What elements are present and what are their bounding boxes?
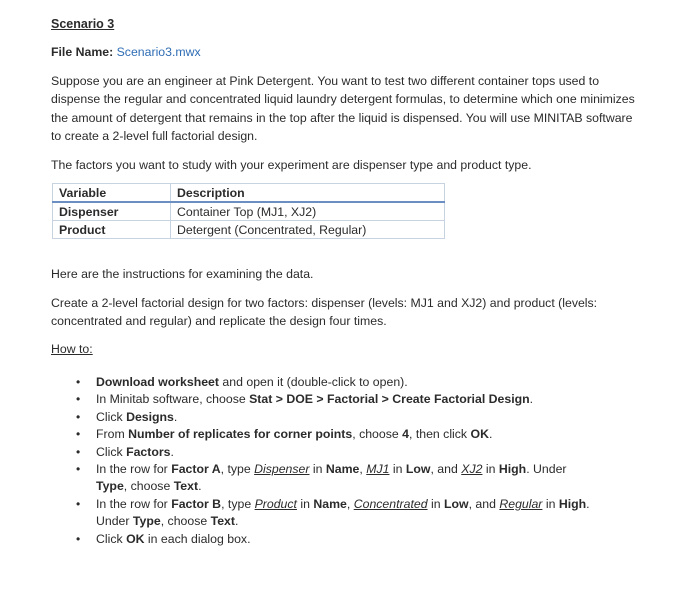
ok-term: OK [126,531,145,546]
step-text: . [235,514,239,529]
step-text: , type [221,496,255,511]
text-term: Text [210,514,235,529]
bullet-icon: • [76,462,81,477]
how-to-heading: How to: [51,342,93,356]
typed-value: Concentrated [353,496,428,511]
bullet-icon: • [76,427,81,442]
step-text: From [96,427,129,442]
step-text: , and [468,496,500,511]
step-text: In the row for [96,496,172,511]
step-text: . [173,409,178,424]
step-text: In Minitab software, choose [96,392,250,407]
typed-value: Dispenser [254,462,310,477]
list-item [51,391,591,408]
typed-value: XJ2 [461,462,483,477]
cell-description: Detergent (Concentrated, Regular) [171,221,445,239]
list-item [51,426,591,443]
step-text: , [346,496,354,511]
create-design-paragraph: Create a 2-level factorial design for two factors: dispenser (levels: MJ1 and XJ2) and product (levels: concentrated and regular) and replicate the design four times. [51,296,598,329]
step-text: in [482,462,499,477]
step-text: Click [96,409,127,424]
type-term: Type [96,479,124,494]
file-name-label: File Name: [51,45,114,59]
download-worksheet-link[interactable]: Download worksheet [96,375,219,389]
typed-value: Product [254,496,297,511]
step-text: , and [430,462,462,477]
instructions-intro: Here are the instructions for examining the data. [51,267,314,281]
name-term: Name [313,496,347,511]
factor-a-term: Factor A [171,462,221,477]
intro-paragraph: Suppose you are an engineer at Pink Detergent. You want to test two different container tops used to dispense the regular and concentrated liquid laundry detergent formulas, to determine which one minimizes the amount of detergent that remains in the top after the liquid is dispensed. You will use MINITAB software to create a 2-level full factorial design. [51,74,635,144]
step-text: in each dialog box. [144,531,251,546]
replicates-value: 4 [402,427,409,442]
designs-term: Designs [126,409,174,424]
cell-description: Container Top (MJ1, XJ2) [171,202,445,221]
high-term: High [498,462,527,477]
list-item [51,496,591,531]
step-text: in [389,462,406,477]
step-text: , type [220,462,255,477]
bullet-icon: • [76,444,81,459]
high-term: High [558,496,587,511]
step-text: in [309,462,326,477]
step-text: . [170,444,174,459]
header-variable: Variable [53,184,171,203]
bullet-icon: • [76,531,81,546]
factor-b-term: Factor B [171,496,222,511]
step-text: , then click [408,427,471,442]
bullet-icon: • [76,375,81,389]
cell-variable: Product [53,221,171,239]
bullet-icon: • [76,409,81,424]
name-term: Name [325,462,360,477]
table-row [53,202,445,221]
step-text: . Under [96,496,590,529]
cell-variable: Dispenser [53,202,171,221]
text-term: Text [173,479,199,494]
ok-term: OK [470,427,489,442]
step-text: In the row for [96,462,172,477]
file-name-link[interactable]: Scenario3.mwx [116,45,201,59]
step-text: , choose [123,479,174,494]
list-item [51,409,591,426]
step-text: , [359,462,367,477]
factors-term: Factors [126,444,171,459]
list-item [51,461,591,496]
step-text: , choose [352,427,403,442]
table-header-row [53,184,445,203]
header-description: Description [171,184,445,203]
list-item [51,374,591,391]
list-item [51,531,591,548]
typed-value: MJ1 [366,462,390,477]
table-row [53,221,445,239]
step-text: Click [96,444,127,459]
bullet-icon: • [76,392,81,407]
low-term: Low [405,462,431,477]
step-text: in [296,496,314,511]
step-text: . [529,392,534,407]
factors-intro: The factors you want to study with your experiment are dispenser type and product type. [51,158,532,172]
menu-path: Stat > DOE > Factorial > Create Factorial Design [249,392,530,407]
step-text: and open it (double-click to open). [219,375,408,389]
replicates-term: Number of replicates for corner points [128,427,353,442]
step-text: Click [96,531,127,546]
step-text: in [542,496,559,511]
step-text: . Under [526,462,567,477]
step-text: . [198,479,202,494]
bullet-icon: • [76,496,81,511]
steps-list [51,374,591,548]
step-text: . [488,427,493,442]
scenario-title: Scenario 3 [51,17,115,31]
step-text: , choose [160,514,211,529]
typed-value: Regular [499,496,543,511]
list-item [51,444,591,461]
type-term: Type [132,514,161,529]
file-name-line [51,45,201,59]
low-term: Low [443,496,469,511]
factors-table [52,183,445,239]
step-text: in [427,496,444,511]
